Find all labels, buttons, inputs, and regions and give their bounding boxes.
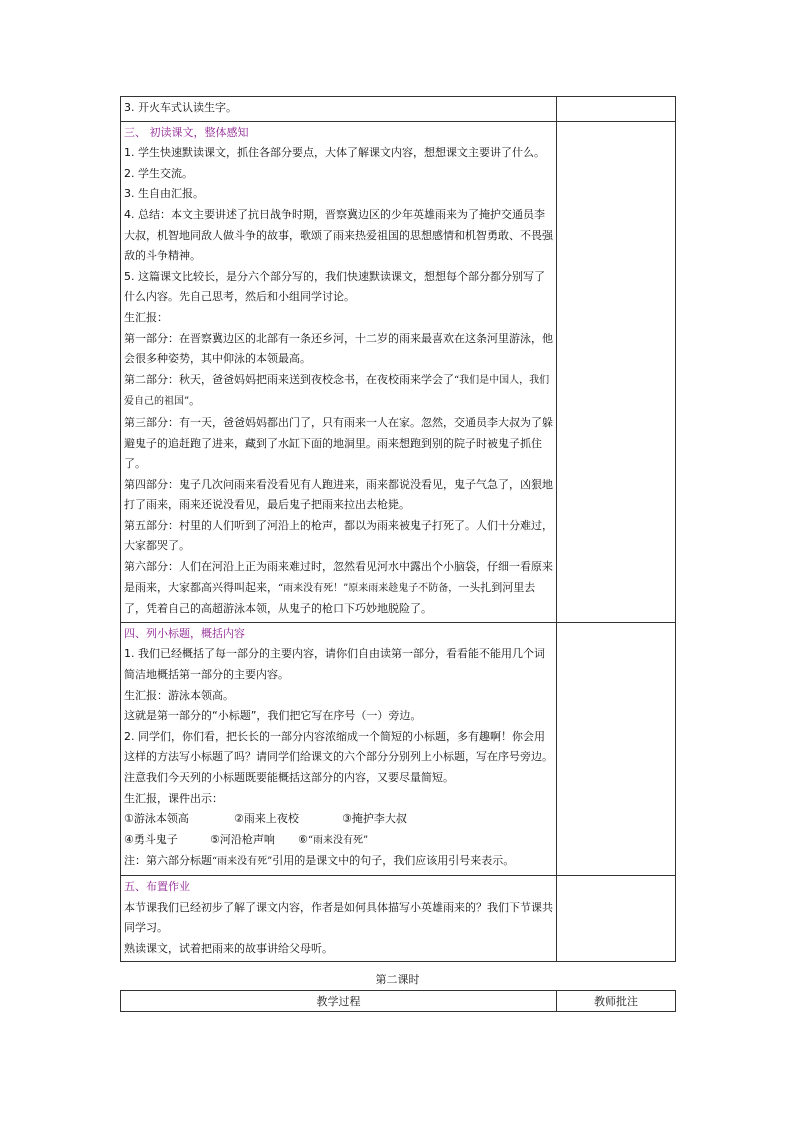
note-cell (557, 97, 676, 122)
text: 注：第六部分标题 (124, 854, 212, 868)
section-heading: 三、 初读课文，整体感知 (124, 125, 249, 139)
quote-text: “雨来没有死！”原来雨来趁鬼子不防备， (278, 582, 459, 594)
paragraph: 1. 我们已经概括了每一部分的主要内容，请你们自由读第一部分，看看能不能用几个词简洁地概括第一部分的主要内容。 (124, 647, 545, 682)
subtitle-item: ⑤河沿枪声响 (210, 832, 275, 846)
text: 引用的是课文中的句子，我们应该用引号来表示。 (272, 854, 515, 868)
process-cell (121, 875, 557, 961)
subtitle-item: ④勇斗鬼子 (124, 832, 178, 846)
column-header-notes: 教师批注 (557, 991, 676, 1012)
top-row-text: 3. 开火车式认读生字。 (124, 101, 237, 114)
paragraph: 3. 生自由汇报。 (124, 187, 204, 201)
paragraph: 生汇报： (124, 310, 168, 324)
paragraph: 熟读课文，试着把雨来的故事讲给父母听。 (124, 941, 333, 955)
quote-text: “我们是中国人，我们爱自己的祖国” (124, 374, 550, 408)
subtitle-item: ⑥ (298, 832, 308, 846)
lesson-table (120, 96, 676, 962)
text: 一头扎到河里去了，凭着自己的高超游泳本领，从鬼子的枪口下巧妙地脱险了。 (124, 580, 536, 616)
section-heading: 四、列小标题，概括内容 (124, 626, 245, 640)
lesson-caption: 第二课时 (375, 973, 420, 986)
table-header-row (121, 991, 676, 1012)
process-cell (121, 121, 557, 622)
paragraph: 2. 学生交流。 (124, 166, 193, 180)
subtitle-item: ③掩护李大叔 (342, 812, 407, 826)
table-row (121, 121, 676, 622)
quote-text: “雨来没有死” (212, 856, 273, 868)
subtitle-item: ②雨来上夜校 (234, 812, 299, 826)
note-cell (557, 121, 676, 622)
paragraph: 这就是第一部分的“小标题”，我们把它写在序号（一）旁边。 (124, 709, 422, 723)
paragraph: 本节课我们已经初步了解了课文内容，作者是如何具体描写小英雄雨来的？我们下节课共同学习。 (124, 900, 553, 935)
paragraph (124, 557, 553, 620)
paragraph (124, 851, 553, 873)
table-row (121, 622, 676, 875)
table-row (121, 875, 676, 961)
paragraph (124, 370, 553, 413)
paragraph: 第三部分：有一天，爸爸妈妈都出门了，只有雨来一人在家。忽然，交通员李大叔为了躲避鬼子的追赶跑了进来，藏到了水缸下面的地洞里。雨来想跑到别的院子时被鬼子抓住了。 (124, 415, 553, 471)
table-row (121, 97, 676, 122)
subtitle-item: ①游泳本领高 (124, 812, 189, 826)
paragraph: 第四部分：鬼子几次问雨来看没看见有人跑进来，雨来都说没看见，鬼子气急了，凶狠地打了雨来，雨来还说没看见，最后鬼子把雨来拉出去枪毙。 (124, 477, 553, 512)
paragraph: 1. 学生快速默读课文，抓住各部分要点，大体了解课文内容，想想课文主要讲了什么。 (124, 146, 545, 160)
paragraph: 生汇报：游泳本领高。 (124, 688, 234, 702)
process-cell (121, 97, 557, 122)
paragraph: 2. 同学们，你们看，把长长的一部分内容浓缩成一个简短的小标题，多有趣啊！你会用这样的方法写小标题了吗？请同学们给课文的六个部分分别列上小标题，写在序号旁边。注意我们今天列的小标题既要能概括这部分的内容，又要尽量简短。 (124, 729, 553, 784)
second-lesson-header-table (120, 990, 676, 1012)
paragraph: 4. 总结：本文主要讲述了抗日战争时期，晋察冀边区的少年英雄雨来为了掩护交通员李大叔，机智地同敌人做斗争的故事，歌颂了雨来热爱祖国的思想感情和机智勇敢、不畏强敌的斗争精神。 (124, 207, 553, 263)
subtitle-list-row (124, 830, 553, 852)
section-heading: 五、布置作业 (124, 879, 190, 893)
subtitle-list-row (124, 809, 553, 830)
text: 。 (189, 394, 201, 408)
paragraph: 第五部分：村里的人们听到了河沿上的枪声，都以为雨来被鬼子打死了。人们十分难过，大家都哭了。 (124, 518, 553, 553)
paragraph: 5. 这篇课文比较长，是分六个部分写的，我们快速默读课文，想想每个部分都分别写了什么内容。先自己思考，然后和小组同学讨论。 (124, 269, 545, 304)
note-cell (557, 875, 676, 961)
text: 第六部分：人们在河沿上正为雨来难过时，忽然看见河水中露出个小脑袋，仔细一看原来是雨来，大家都高兴得叫起来， (124, 560, 553, 594)
process-cell (121, 622, 557, 875)
quote-text: “雨来没有死” (307, 834, 369, 846)
paragraph: 生汇报，课件出示： (124, 791, 223, 805)
text: 第二部分：秋天，爸爸妈妈把雨来送到夜校念书，在夜校雨来学会了 (124, 372, 454, 386)
column-header-process: 教学过程 (121, 991, 557, 1012)
note-cell (557, 622, 676, 875)
paragraph: 第一部分：在晋察冀边区的北部有一条还乡河，十二岁的雨来最喜欢在这条河里游泳，他会很多种姿势，其中仰泳的本领最高。 (124, 331, 553, 366)
